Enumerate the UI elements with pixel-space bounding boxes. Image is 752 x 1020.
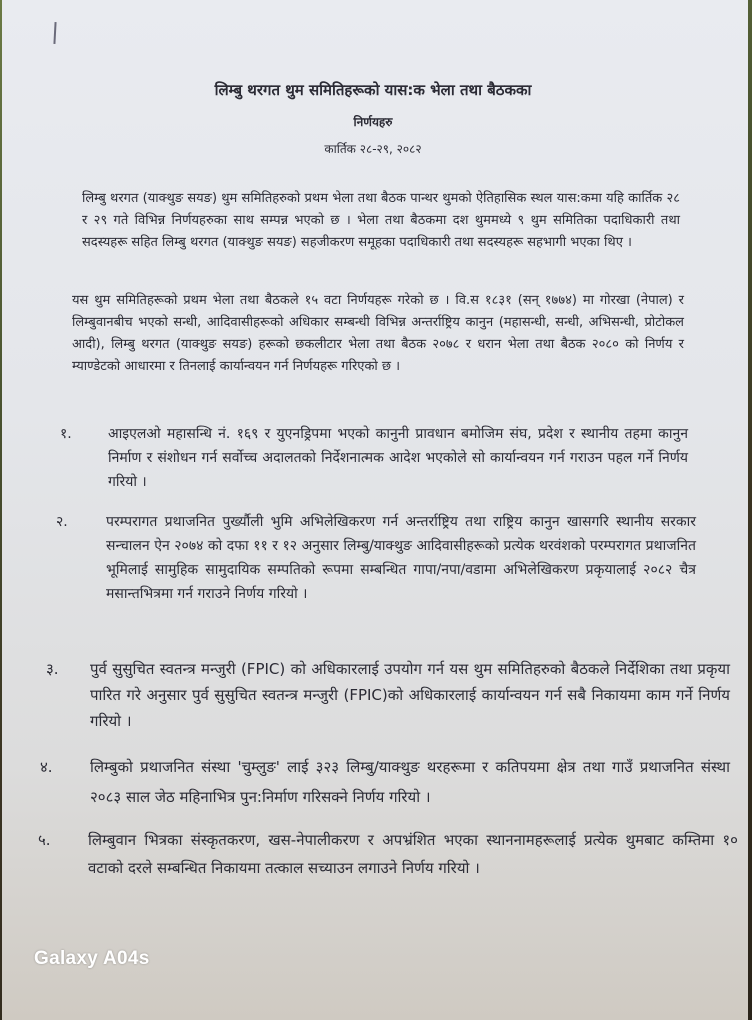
camera-watermark: Galaxy A04s (34, 948, 150, 969)
decision-text: परम्परागत प्रथाजनित पुर्ख्यौली भुमि अभिलेखिकरण गर्न अन्तर्राष्ट्रिय तथा राष्ट्रिय कानुन खासगरि स्थानीय सरकार सन्चालन ऐन २०७४ को दफा ११ र १२ अनुसार लिम्बु/याक्थुङ आदिवासीहरूको प्रत्येक थरवंशको परम्परागत प्रथाजनित भूमिलाई सामुहिक सामुदायिक सम्पतिको रूपमा सम्बन्धित गापा/नपा/वडामा अभिलेखिकरण प्रकृयालाई २०८२ चैत्र मसान्तभित्रमा गर्न गराउने निर्णय गरियो । (106, 514, 696, 602)
document-subtitle: निर्णयहरु (353, 115, 393, 129)
decision-text: लिम्बुवान भित्रका संस्कृतकरण, खस-नेपालीकरण र अपभ्रंशित भएका स्थाननामहरूलाई प्रत्येक थुमबाट कम्तिमा १० वटाको दरले सम्बन्धित निकायमा तत्काल सच्याउन लगाउने निर्णय गरियो । (88, 831, 738, 877)
decision-number: ४. (40, 758, 53, 776)
decision-text: लिम्बुको प्रथाजनित संस्था 'चुम्लुङ' लाई ३२३ लिम्बु/याक्थुङ थरहरूमा र कतिपयमा क्षेत्र तथा गाउँ प्रथाजनित संस्था २०८३ साल जेठ महिनाभित्र पुन:निर्माण गरिसक्ने निर्णय गरियो । (90, 758, 730, 806)
decision-text: पुर्व सुसुचित स्वतन्त्र मन्जुरी (FPIC) को अधिकारलाई उपयोग गर्न यस थुम समितिहरुको बैठकले निर्देशिका तथा प्रकृया पारित गरे अनुसार पुर्व सुसुचित स्वतन्त्र मन्जुरी (FPIC)को अधिकारलाई कार्यान्वयन गर्न सबै निकायमा काम गर्ने निर्णय गरियो । (90, 660, 730, 730)
decision-text: आइएलओ महासन्धि नं. १६९ र युएनड्रिपमा भएको कानुनी प्रावधान बमोजिम संघ, प्रदेश र स्थानीय तहमा कानुन निर्माण र संशोधन गर्न सर्वोच्च अदालतको निर्देशनात्मक आदेश भएकोले सो कार्यान्वयन गर्न गराउन पहल गर्ने निर्णय गरियो । (108, 426, 688, 490)
intro-paragraph: यस थुम समितिहरूको प्रथम भेला तथा बैठकले १५ वटा निर्णयहरू गरेको छ । वि.स १८३१ (सन् १७७४) मा गोरखा (नेपाल) र लिम्बुवानबीच भएको सन्धी, आदिवासीहरूको अधिकार सम्बन्धी विभिन्न अन्तर्राष्ट्रिय कानुन (महासन्धी, सन्धी, अभिसन्धी, प्रोटोकल आदी), लिम्बु थरगत (याक्थुङ सयङ) हरूको छकलीटार भेला तथा बैठक २०७८ र धरान भेला तथा बैठक २०८० को निर्णय र म्याण्डेटको आधारमा र तिनलाई कार्यान्वयन गर्न निर्णयहरू गरिएको छ । (72, 293, 684, 374)
document-title: लिम्बु थरगत थुम समितिहरूको यास:क भेला तथा बैठकका (214, 81, 532, 99)
intro-paragraph: लिम्बु थरगत (याक्थुङ सयङ) थुम समितिहरुको प्रथम भेला तथा बैठक पान्थर थुमको ऐतिहासिक स्थल यास:कमा यहि कार्तिक २८ र २९ गते विभिन्न निर्णयहरुका साथ सम्पन्न भएको छ । भेला तथा बैठकमा दश थुममध्ये ९ थुम समितिका पदाधिकारी तथा सदस्यहरू सहित लिम्बु थरगत (याक्थुङ सयङ) सहजीकरण समूहका पदाधिकारी तथा सदस्यहरू सहभागी भएका थिए । (82, 191, 680, 250)
decision-number: ५. (38, 831, 51, 849)
document-date: कार्तिक २८-२९, २०८२ (324, 142, 422, 156)
decision-number: ३. (46, 660, 59, 678)
decision-number: १. (60, 426, 72, 442)
decision-number: २. (56, 514, 68, 530)
